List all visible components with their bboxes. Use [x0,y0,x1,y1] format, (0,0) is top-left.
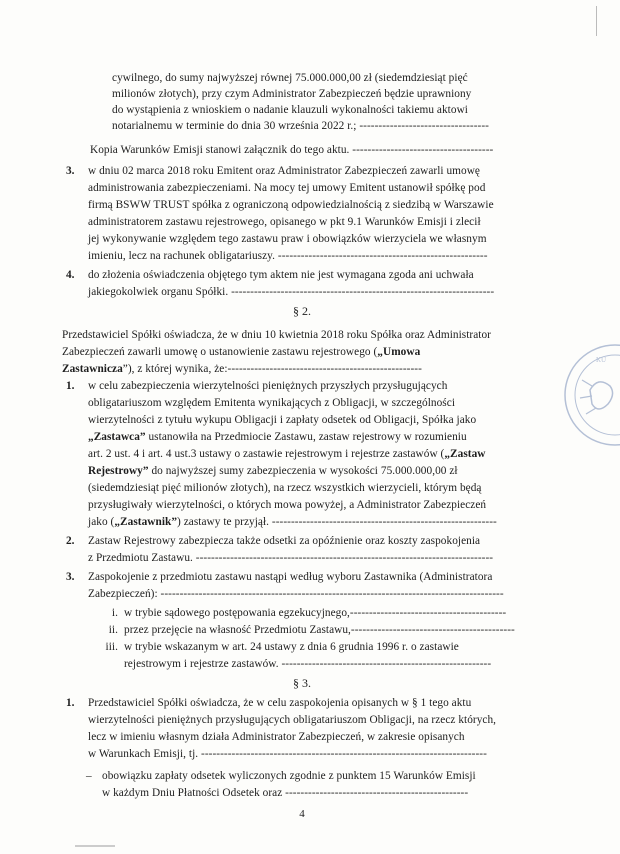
text-line: Zabezpieczeń): ------------------------------------------------------------------------------------------ [88,588,504,600]
text-line: obligatariuszom względem Emitenta wynikających z Obligacji, w szczególności [88,397,456,409]
text-line: przysługiwały wierzytelności, o których mowa powyżej, a Administrator Zabezpieczeń [88,499,487,511]
section-heading: § 3. [293,676,311,690]
text-line: z Przedmiotu Zastawu. ------------------------------------------------------------------------------ [88,552,494,564]
text-line: Rejestrowy” do najwyższej sumy zabezpieczenia w wysokości 75.000.000,00 zł [88,465,458,477]
text-line: „Zastawca” ustanowiła na Przedmiocie Zastawu, zastaw rejestrowy w rozumieniu [88,431,467,443]
text-line: w każdym Dniu Płatności Odsetek oraz ------------------------------------------------ [102,787,469,799]
text-line: milionów złotych), przy czym Administrator Zabezpieczeń będzie uprawniony [112,88,472,100]
text-line: Kopia Warunków Emisji stanowi załącznik do tego aktu. ------------------------------------- [90,144,494,156]
text-line: administratorem zastawu rejestrowego, opisanego w pkt 9.1 Warunków Emisji i zlecił [88,216,481,228]
text-line: firmą BSWW TRUST spółka z ograniczoną odpowiedzialnością z siedzibą w Warszawie [88,199,494,211]
text-line: w dniu 02 marca 2018 roku Emitent oraz Administrator Zabezpieczeń zawarli umowę [88,165,480,177]
text-line: cywilnego, do sumy najwyższej równej 75.000.000,00 zł (siedemdziesiąt pięć [112,72,468,84]
list-number: 1. [66,380,75,392]
text-line: wierzytelności z tytułu wykupu Obligacji i zapłaty odsetek od Obligacji, Spółka jako [88,414,477,426]
text-line: w celu zabezpieczenia wierzytelności pieniężnych przyszłych przysługujących [88,380,448,392]
scan-artifact [590,6,597,36]
text-line: Zaspokojenie z przedmiotu zastawu nastąpi według wyboru Zastawnika (Administratora [88,571,493,583]
dash-bullet: – [86,770,92,782]
section-heading: § 2. [293,304,311,318]
text-line: rejestrowym i rejestrze zastawów. ------------------------------------------------------- [124,658,492,670]
text-line: Zastawnicza”), z której wynika, że:--------------------------------------------------- [62,363,422,375]
text-line: Przedstawiciel Spółki oświadcza, że w celu zaspokojenia opisanych w § 1 tego aktu [88,697,472,709]
text-line: przez przejęcie na własność Przedmiotu Zastawu,------------------------------------------- [124,624,515,636]
roman-numeral: ii. [108,624,118,636]
roman-numeral: i. [111,607,118,619]
list-number: 3. [66,571,75,583]
list-number: 3. [66,165,75,177]
text-line: jakiegokolwiek organu Spółki. --------------------------------------------------------------------- [88,286,495,298]
page-number: 4 [299,808,305,820]
text-line: w trybie sądowego postępowania egzekucyjnego,----------------------------------------- [124,607,507,619]
text-line: do wystąpienia z wnioskiem o nadanie klauzuli wykonalności takiemu aktowi [112,104,468,116]
text-line: wierzytelności pieniężnych przysługujących obligatariuszom Obligacji, na rzecz których, [88,714,497,726]
roman-numeral: iii. [105,641,118,653]
text-line: lecz w imieniu własnym działa Administrator Zabezpieczeń, w zakresie opisanych [88,731,465,743]
seal-stamp-icon [560,340,620,450]
text-line: jako („Zastawnik”) zastawy te przyjął. ----------------------------------------------------------- [88,516,497,528]
list-number: 1. [66,697,75,709]
scan-artifact [75,845,115,847]
svg-text:KU: KU [596,356,607,364]
text-line: notarialnemu w terminie do dnia 30 września 2022 r.; ---------------------------------- [112,120,489,132]
text-line: jej wykonywanie względem tego zastawu praw i obowiązków wierzyciela we własnym [88,233,487,245]
text-line: w trybie wskazanym w art. 24 ustawy z dnia 6 grudnia 1996 r. o zastawie [124,641,459,653]
text-line: w Warunkach Emisji, tj. --------------------------------------------------------------------------- [88,748,487,760]
list-number: 4. [66,269,75,281]
list-number: 2. [66,535,75,547]
text-line: imieniu, lecz na rachunek obligatariuszy. ------------------------------------------------------- [88,250,488,262]
text-line: art. 2 ust. 4 i art. 4 ust.3 ustawy o zastawie rejestrowym i rejestrze zastawów („Zastaw [88,448,486,460]
text-line: (siedemdziesiąt pięć milionów złotych), na rzecz wszystkich wierzycieli, którym będą [88,482,482,494]
text-line: Zabezpieczeń zawarli umowę o ustanowienie zastawu rejestrowego („Umowa [62,346,421,358]
text-line: Zastaw Rejestrowy zabezpiecza także odsetki za opóźnienie oraz koszty zaspokojenia [88,535,481,547]
text-line: Przedstawiciel Spółki oświadcza, że w dniu 10 kwietnia 2018 roku Spółka oraz Administrator [62,329,491,341]
text-line: administrowania zabezpieczeniami. Na mocy tej umowy Emitent ustanowił spółkę pod [88,182,486,194]
text-line: obowiązku zapłaty odsetek wyliczonych zgodnie z punktem 15 Warunków Emisji [102,770,476,782]
text-line: do złożenia oświadczenia objętego tym aktem nie jest wymagana zgoda ani uchwała [88,269,474,281]
